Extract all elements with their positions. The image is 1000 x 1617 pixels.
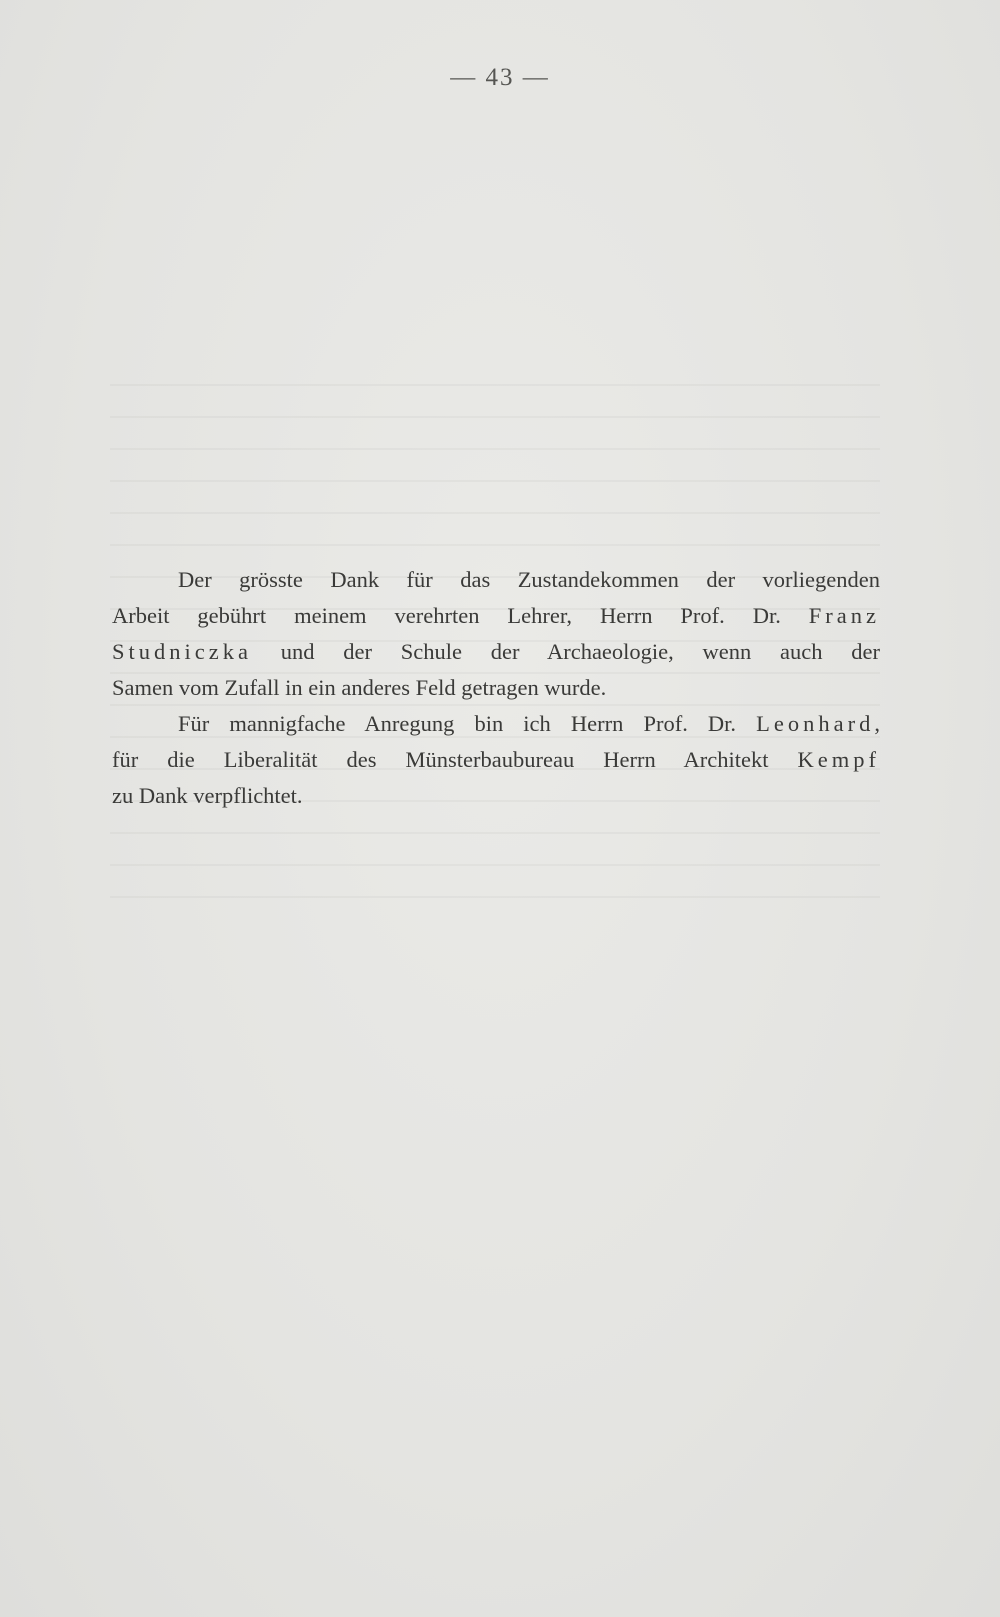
text-span: und der Schule der Archaeologie, wenn auch der [251,639,880,664]
paragraph-1 [112,562,880,706]
text-line [112,634,880,670]
text-span: Für mannigfache Anregung bin ich Herrn Prof. Dr. [178,711,757,736]
spaced-name-leonhard: Leonhard [756,711,875,736]
spaced-name-franz: Franz [808,603,880,628]
text-line [112,598,880,634]
text-line [112,562,880,598]
text-span: , [874,711,880,736]
acknowledgement-text [112,562,880,814]
text-span: Samen vom Zufall in ein anderes Feld getragen wurde. [112,675,607,700]
page-number: — 43 — [450,64,550,91]
text-line [112,742,880,778]
text-span: Der grösste Dank für das Zustandekommen der vorliegenden [178,567,880,592]
spaced-name-studniczka: Studniczka [112,639,252,664]
text-span: Arbeit gebührt meinem verehrten Lehrer, Herrn Prof. Dr. [112,603,809,628]
text-span: zu Dank verpflichtet. [112,783,303,808]
text-line [112,706,880,742]
text-line [112,778,880,814]
spaced-name-kempf: Kempf [797,747,880,772]
text-line [112,670,880,706]
text-span: für die Liberalität des Münsterbaubureau Herrn Architekt [112,747,798,772]
paragraph-2 [112,706,880,814]
